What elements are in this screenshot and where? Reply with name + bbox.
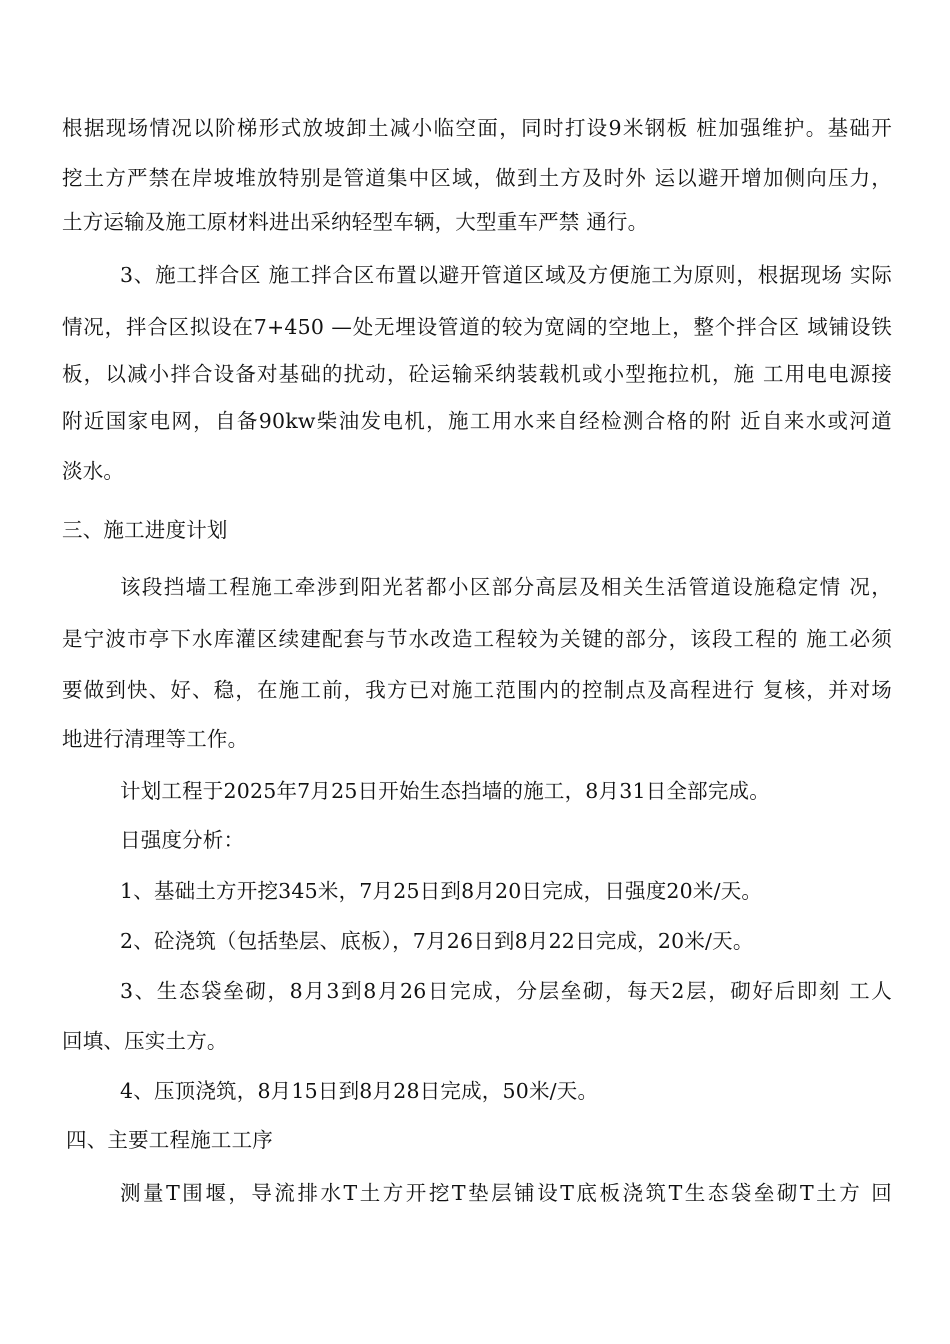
paragraph-line: 挖土方严禁在岸坡堆放特别是管道集中区域，做到土方及时外 运以避开增加侧向压力， xyxy=(62,166,892,190)
paragraph-line: 该段挡墙工程施工牵涉到阳光茗都小区部分高层及相关生活管道设施稳定情 况， xyxy=(120,575,892,599)
paragraph-line: 1、基础土方开挖345米，7月25日到8月20日完成，日强度20米/天。 xyxy=(120,879,763,903)
paragraph-line: 附近国家电网，自备90kw柴油发电机，施工用水来自经检测合格的附 近自来水或河道 xyxy=(62,409,892,433)
paragraph-line: 情况，拌合区拟设在7+450 —处无埋设管道的较为宽阔的空地上，整个拌合区 域铺设铁 xyxy=(62,315,892,339)
paragraph-line: 2、砼浇筑（包括垫层、底板），7月26日到8月22日完成，20米/天。 xyxy=(120,929,754,953)
paragraph-line: 测量T围堰，导流排水T土方开挖T垫层铺设T底板浇筑T生态袋垒砌T土方 回 xyxy=(120,1181,892,1205)
paragraph-line: 板，以减小拌合设备对基础的扰动，砼运输采纳装载机或小型拖拉机，施 工用电电源接 xyxy=(62,362,892,386)
paragraph-line: 根据现场情况以阶梯形式放坡卸土减小临空面，同时打设9米钢板 桩加强维护。基础开 xyxy=(62,116,892,140)
paragraph-line: 4、压顶浇筑，8月15日到8月28日完成，50米/天。 xyxy=(120,1079,599,1103)
paragraph-line: 3、生态袋垒砌，8月3到8月26日完成，分层垒砌，每天2层，砌好后即刻 工人 xyxy=(120,979,892,1003)
paragraph-line: 淡水。 xyxy=(62,459,125,483)
paragraph-line: 是宁波市亭下水库灌区续建配套与节水改造工程较为关键的部分，该段工程的 施工必须 xyxy=(62,627,892,651)
paragraph-line: 日强度分析： xyxy=(120,828,245,852)
section-heading: 四、主要工程施工工序 xyxy=(66,1128,273,1152)
paragraph-line: 要做到快、好、稳，在施工前，我方已对施工范围内的控制点及高程进行 复核，并对场 xyxy=(62,678,892,702)
paragraph-line: 地进行清理等工作。 xyxy=(62,727,249,751)
section-heading: 三、施工进度计划 xyxy=(62,518,228,542)
paragraph-line: 土方运输及施工原材料进出采纳轻型车辆，大型重车严禁 通行。 xyxy=(62,210,649,234)
paragraph-line: 计划工程于2025年7月25日开始生态挡墙的施工，8月31日全部完成。 xyxy=(120,779,770,803)
paragraph-line: 3、施工拌合区 施工拌合区布置以避开管道区域及方便施工为原则，根据现场 实际 xyxy=(120,263,892,287)
paragraph-line: 回填、压实土方。 xyxy=(62,1029,228,1053)
